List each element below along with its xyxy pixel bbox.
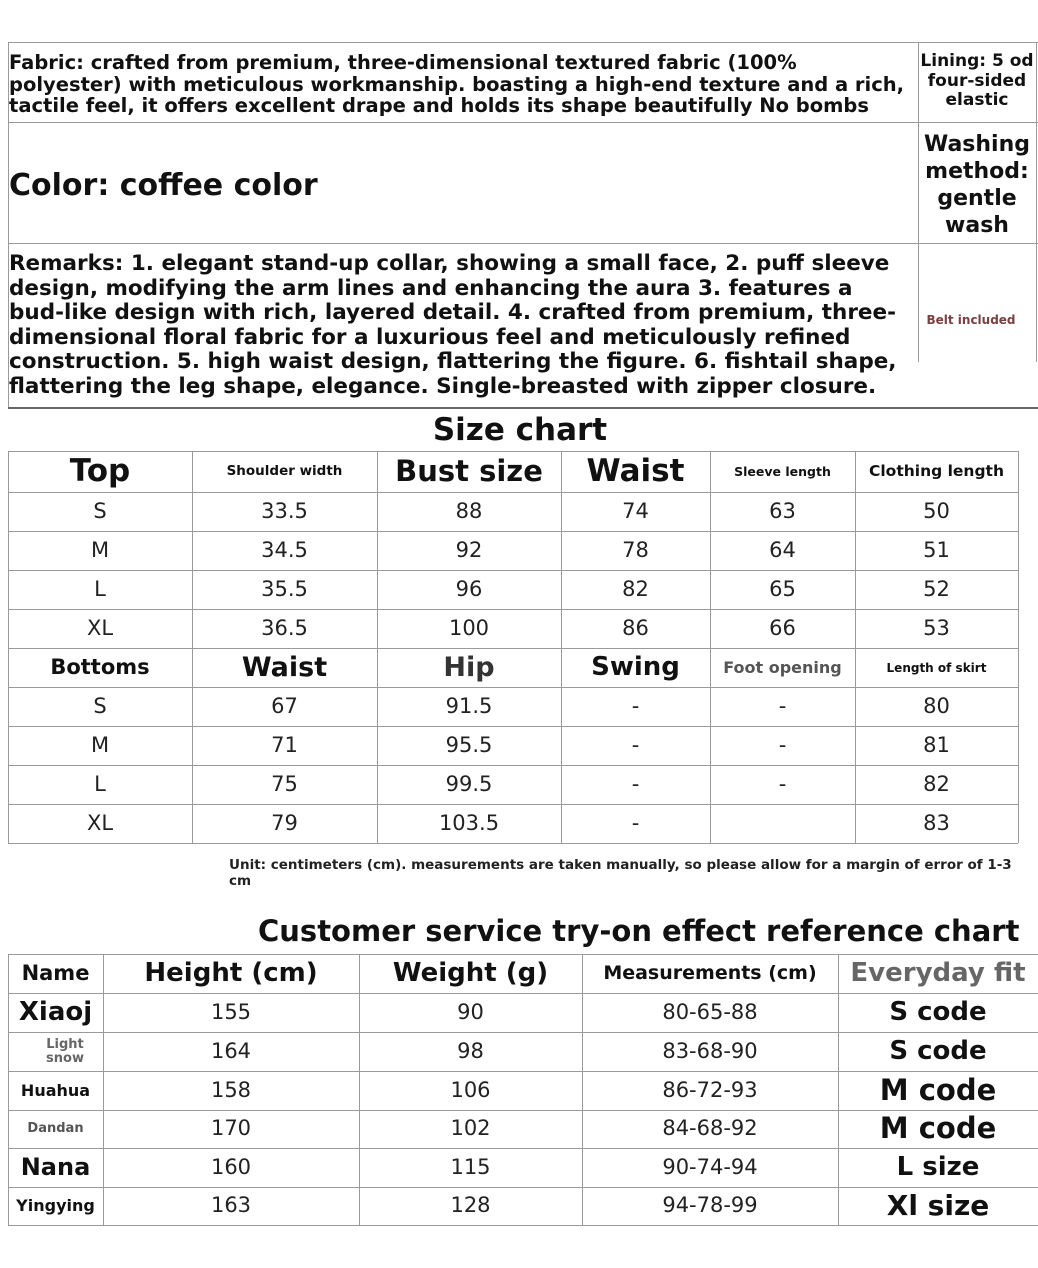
size-bottom-cell: - [631,693,640,718]
size-bottom-cell: - [631,810,640,835]
size-top-cell: 63 [769,498,796,523]
remarks-description: Remarks: 1. elegant stand-up collar, showing a small face, 2. puff sleeve design, modifying the arm lines and enhancing the aura 3. features a bud-like design with rich, layered detail. 4. crafted from premium, three-dimensional floral fabric for a luxurious feel and meticulously refined construction. 5. high waist design, flattering the figure. 6. fishtail shape, flattering the leg shape, elegance. Single-breasted with zipper closure. [9,251,897,399]
tryon-cell: 83-68-90 [662,1038,758,1063]
size-bottom-cell: - [631,771,640,796]
size-bottom-cell: M [90,732,110,757]
size-top-cell: 74 [622,498,649,523]
size-top-header-cell: Waist [586,453,685,490]
size-bottom-header-cell: Foot opening [723,657,842,677]
tryon-header-cell: Everyday fit [850,958,1026,989]
tryon-cell: 164 [210,1038,252,1063]
size-bottom-cell: XL [86,810,114,835]
size-bottom-cell: 103.5 [438,810,500,835]
size-top-cell: 52 [923,576,950,601]
size-bottom-header-cell: Waist [241,651,328,683]
size-top-cell: S [93,498,107,523]
tryon-name-cell: Nana [20,1153,91,1182]
tryon-cell: 94-78-99 [662,1193,758,1218]
unit-note: Unit: centimeters (cm). measurements are taken manually, so please allow for a margin of error of 1-3 cm [229,857,1012,889]
tryon-cell: 128 [450,1193,491,1218]
size-top-cell: XL [86,615,114,640]
tryon-header-cell: Weight (g) [392,958,549,989]
tryon-name-cell: Yingying [16,1196,95,1216]
size-bottom-cell: L [94,771,106,796]
washing-method: Washing method: gentle wash [923,132,1031,238]
tryon-cell: 163 [210,1193,252,1218]
tryon-cell: 106 [450,1077,491,1102]
size-top-header-cell: Sleeve length [734,463,831,479]
size-bottom-header-cell: Hip [443,651,495,683]
info-border-right [1036,42,1037,362]
tryon-header-cell: Height (cm) [144,958,318,989]
tryon-cell: 170 [210,1116,252,1141]
size-top-cell: 86 [622,615,649,640]
size-top-cell: 100 [448,615,490,640]
tryon-header-cell: Name [21,960,90,985]
size-top-header-cell: Shoulder width [226,463,343,480]
size-grid-col-line [1018,451,1019,843]
tryon-cell: 115 [450,1154,491,1179]
size-top-cell: M [90,537,110,562]
tryon-fit-cell: S code [889,1036,987,1067]
size-bottom-cell: 95.5 [445,732,493,757]
size-top-cell: L [94,576,106,601]
size-top-cell: 64 [769,537,796,562]
size-bottom-cell: - [778,693,787,718]
size-bottom-cell: S [93,693,107,718]
tryon-cell: 102 [450,1116,491,1141]
size-bottom-header-cell: Bottoms [50,654,150,679]
size-top-cell: 53 [923,615,950,640]
belt-note: Belt included [926,313,1016,327]
size-top-cell: 35.5 [261,576,308,601]
tryon-name-cell: Xiaoj [18,997,93,1028]
size-top-cell: 82 [622,576,649,601]
size-bottom-cell: 67 [271,693,298,718]
size-top-cell: 78 [622,537,649,562]
size-top-header-cell: Top [69,453,131,490]
info-border-top [8,42,1038,43]
size-grid-row-line [8,843,1018,844]
tryon-cell: 155 [210,999,252,1024]
tryon-cell: 80-65-88 [662,999,758,1024]
size-top-header-cell: Bust size [395,453,543,488]
tryon-fit-cell: M code [879,1072,997,1107]
tryon-fit-cell: M code [879,1111,997,1146]
tryon-name-cell: Dandan [27,1120,84,1136]
size-top-header-cell: Clothing length [868,461,1005,480]
info-divider-2 [8,243,1038,244]
tryon-fit-cell: L size [896,1152,980,1183]
size-bottom-cell: 83 [923,810,950,835]
size-top-cell: 88 [455,498,483,523]
tryon-fit-cell: S code [889,997,987,1028]
info-divider-1 [8,122,1038,123]
size-bottom-header-cell: Swing [591,652,680,683]
tryon-fit-cell: Xl size [886,1188,990,1222]
tryon-cell: 84-68-92 [662,1116,758,1141]
size-bottom-cell: 99.5 [445,771,493,796]
size-top-cell: 34.5 [261,537,308,562]
tryon-header-cell: Measurements (cm) [603,962,817,985]
size-bottom-cell: 81 [923,732,950,757]
size-bottom-cell: 91.5 [445,693,493,718]
color-description: Color: coffee color [9,168,318,203]
tryon-cell: 98 [457,1038,484,1063]
lining-description: Lining: 5 od four-sided elastic [920,51,1034,110]
fabric-description: Fabric: crafted from premium, three-dimensional textured fabric (100% polyester) with meticulous workmanship. boasting a high-end texture and a rich, tactile feel, it offers excellent drape and holds its shape beautifully No bombs [9,51,905,117]
size-bottom-cell: 82 [923,771,950,796]
tryon-cell: 90-74-94 [662,1154,758,1179]
size-top-cell: 50 [923,498,950,523]
size-top-cell: 33.5 [261,498,308,523]
size-top-cell: 66 [769,615,796,640]
info-border-bottom [8,407,1038,409]
size-bottom-cell: - [778,732,787,757]
size-bottom-cell: 80 [923,693,950,718]
size-bottom-header-cell: Length of skirt [886,660,987,675]
tryon-grid-row-line [8,1225,1038,1226]
size-top-cell: 65 [769,576,796,601]
tryon-cell: 90 [457,999,484,1024]
size-bottom-cell: 75 [271,771,298,796]
size-top-cell: 51 [923,537,950,562]
tryon-name-cell: Light snow [46,1036,84,1066]
size-bottom-cell: - [778,771,787,796]
size-bottom-cell: 71 [271,732,298,757]
tryon-chart-title: Customer service try-on effect reference chart [258,914,1020,948]
tryon-cell: 86-72-93 [662,1077,758,1102]
size-top-cell: 36.5 [261,615,308,640]
size-bottom-cell: - [631,732,640,757]
tryon-cell: 158 [210,1077,252,1102]
size-bottom-cell: 79 [271,810,298,835]
size-bottom-cell [710,804,855,843]
tryon-cell: 160 [210,1154,252,1179]
size-chart-title: Size chart [432,412,608,448]
tryon-name-cell: Huahua [20,1080,91,1100]
size-top-cell: 92 [455,537,483,562]
size-top-cell: 96 [455,576,483,601]
